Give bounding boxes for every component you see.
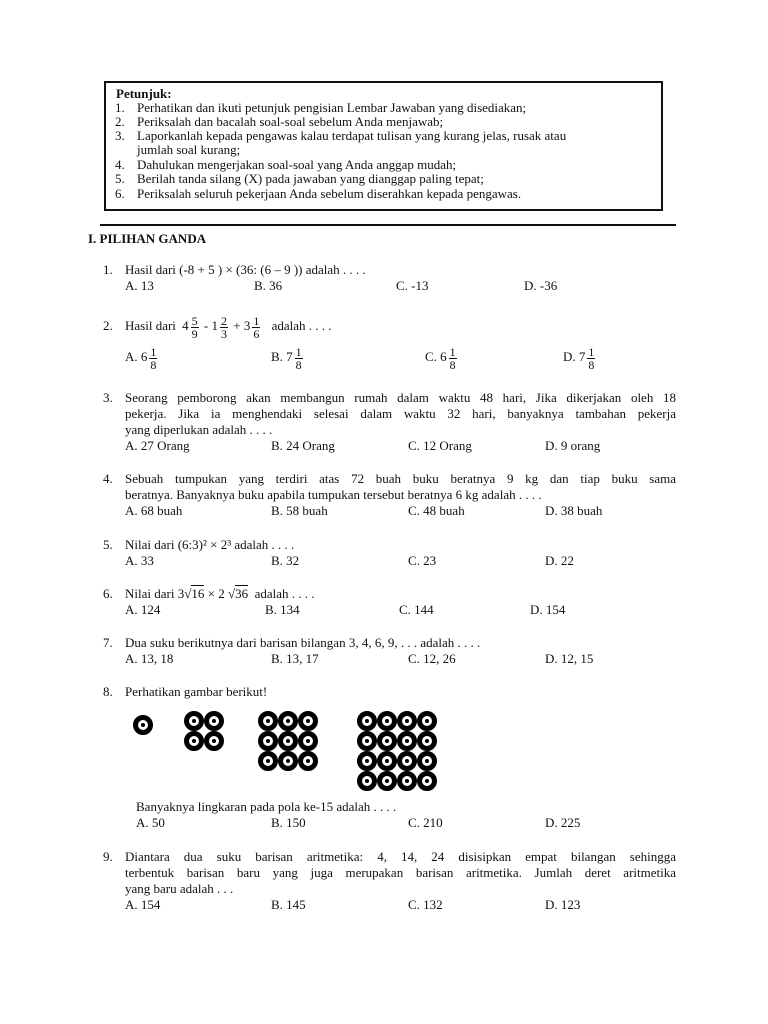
option-c[interactable]: C. 6 $\frac{1}{8}$	[425, 344, 456, 372]
option-d[interactable]: D. -36	[524, 278, 558, 293]
instruction-number: 4.	[115, 157, 125, 172]
question-text: Nilai dari (6:3)² × 2³ adalah . . . .	[125, 537, 295, 552]
pattern-circle	[298, 731, 318, 751]
option-a[interactable]: A. 6 $\frac{1}{8}$	[125, 344, 157, 372]
option-a[interactable]: A. 13, 18	[125, 651, 174, 666]
instruction-number: 3.	[115, 128, 125, 143]
question-number: 6.	[103, 586, 113, 601]
pattern-circle	[417, 711, 437, 731]
pattern-circle	[397, 711, 417, 731]
fraction: $\frac{1}{6}$	[253, 313, 260, 341]
pattern-circle	[278, 751, 298, 771]
option-d[interactable]: D. 38 buah	[545, 503, 603, 518]
question-text: yang diperlukan adalah . . . .	[125, 422, 273, 437]
pattern-circle	[417, 771, 437, 791]
question-text: terbentuk barisan baru yang juga merupakan barisan aritmetika. Jumlah deret aritmetika	[125, 865, 676, 880]
pattern-circle	[204, 711, 224, 731]
section-divider	[100, 224, 676, 226]
pattern-circle	[278, 731, 298, 751]
question-number: 4.	[103, 471, 113, 486]
question-text: beratnya. Banyaknya buku apabila tumpukan tersebut beratnya 6 kg adalah . . . .	[125, 487, 542, 502]
question-text: pekerja. Jika ia menghendaki selesai dalam waktu 32 hari, banyaknya tambahan pekerja	[125, 406, 676, 421]
option-c[interactable]: C. 12, 26	[408, 651, 456, 666]
pattern-circle	[133, 715, 153, 735]
question-text: Seorang pemborong akan membangun rumah dalam waktu 48 hari, Jika dikerjakan oleh 18	[125, 390, 676, 405]
option-c[interactable]: C. -13	[396, 278, 429, 293]
option-d[interactable]: D. 123	[545, 897, 581, 912]
option-c[interactable]: C. 210	[408, 815, 443, 830]
question-text: Hasil dari (-8 + 5 ) × (36: (6 – 9 )) adalah . . . .	[125, 262, 366, 277]
option-b[interactable]: B. 13, 17	[271, 651, 319, 666]
option-b[interactable]: B. 7 $\frac{1}{8}$	[271, 344, 302, 372]
pattern-circle	[258, 731, 278, 751]
instruction-number: 2.	[115, 114, 125, 129]
instruction-text: Perhatikan dan ikuti petunjuk pengisian Lembar Jawaban yang disediakan;	[137, 100, 527, 115]
fraction: $\frac{2}{3}$	[221, 313, 227, 341]
option-a[interactable]: A. 124	[125, 602, 161, 617]
option-c[interactable]: C. 48 buah	[408, 503, 465, 518]
instruction-number: 1.	[115, 100, 125, 115]
pattern-circle	[298, 751, 318, 771]
question-number: 3.	[103, 390, 113, 405]
operator: -	[203, 318, 209, 333]
question-number: 7.	[103, 635, 113, 650]
question-text: Diantara dua suku barisan aritmetika: 4, 14, 24 disisipkan empat bilangan sehingga	[125, 849, 676, 864]
pattern-circle	[278, 711, 298, 731]
question-number: 9.	[103, 849, 113, 864]
pattern-circle	[184, 711, 204, 731]
question-text	[125, 310, 332, 342]
pattern-circle	[357, 731, 377, 751]
question-text: Nilai dari 3√16 × 2 √36 adalah . . . .	[125, 586, 315, 601]
radicand: 16	[191, 586, 205, 601]
option-b[interactable]: B. 58 buah	[271, 503, 328, 518]
pattern-circle	[377, 751, 397, 771]
pattern-circle	[298, 711, 318, 731]
mixed-whole: 4	[182, 318, 189, 333]
question-text: Sebuah tumpukan yang terdiri atas 72 buah buku beratnya 9 kg dan tiap buku sama	[125, 471, 676, 486]
pattern-circle	[397, 751, 417, 771]
option-c[interactable]: C. 12 Orang	[408, 438, 472, 453]
question-prefix: Hasil dari	[125, 318, 176, 333]
option-d[interactable]: D. 154	[530, 602, 566, 617]
option-b[interactable]: B. 36	[254, 278, 283, 293]
question-number: 1.	[103, 262, 113, 277]
question-number: 2.	[103, 318, 113, 333]
pattern-circle	[377, 731, 397, 751]
option-a[interactable]: A. 68 buah	[125, 503, 183, 518]
pattern-circle	[357, 711, 377, 731]
pattern-circle	[357, 751, 377, 771]
option-a[interactable]: A. 27 Orang	[125, 438, 190, 453]
instruction-text: Periksalah seluruh pekerjaan Anda sebelum diserahkan kepada pengawas.	[137, 186, 522, 201]
question-prefix: Nilai dari 3	[125, 586, 185, 601]
option-a[interactable]: A. 33	[125, 553, 154, 568]
option-d[interactable]: D. 12, 15	[545, 651, 594, 666]
option-d[interactable]: D. 9 orang	[545, 438, 601, 453]
mixed-whole: 3	[243, 318, 251, 333]
pattern-circle	[417, 731, 437, 751]
option-d[interactable]: D. 7 $\frac{1}{8}$	[563, 344, 595, 372]
option-a[interactable]: A. 50	[136, 815, 165, 830]
option-c[interactable]: C. 23	[408, 553, 437, 568]
option-b[interactable]: B. 32	[271, 553, 300, 568]
fraction: $\frac{5}{9}$	[191, 313, 198, 341]
option-b[interactable]: B. 134	[265, 602, 300, 617]
pattern-circle	[417, 751, 437, 771]
pattern-circle	[204, 731, 224, 751]
instruction-text: Dahulukan mengerjakan soal-soal yang Anda anggap mudah;	[137, 157, 457, 172]
instruction-text: Laporkanlah kepada pengawas kalau terdapat tulisan yang kurang jelas, rusak atau	[137, 128, 567, 143]
instructions-heading: Petunjuk:	[116, 86, 172, 101]
option-d[interactable]: D. 225	[545, 815, 581, 830]
option-c[interactable]: C. 144	[399, 602, 434, 617]
mixed-whole: 1	[211, 318, 218, 333]
pattern-circle	[258, 751, 278, 771]
instruction-number: 5.	[115, 171, 125, 186]
question-caption: Banyaknya lingkaran pada pola ke-15 adalah . . . .	[136, 799, 397, 814]
question-text: Dua suku berikutnya dari barisan bilangan 3, 4, 6, 9, . . . adalah . . . .	[125, 635, 481, 650]
option-a[interactable]: A. 13	[125, 278, 154, 293]
question-text: yang baru adalah . . .	[125, 881, 234, 896]
question-number: 5.	[103, 537, 113, 552]
instruction-text: Periksalah dan bacalah soal-soal sebelum Anda menjawab;	[137, 114, 444, 129]
instruction-text: Berilah tanda silang (X) pada jawaban yang dianggap paling tepat;	[137, 171, 484, 186]
operator: × 2	[204, 586, 228, 601]
pattern-circle	[258, 711, 278, 731]
question-suffix: adalah . . . .	[248, 586, 315, 601]
option-b[interactable]: B. 145	[271, 897, 306, 912]
pattern-circle	[397, 731, 417, 751]
option-b[interactable]: B. 150	[271, 815, 306, 830]
option-a[interactable]: A. 154	[125, 897, 161, 912]
instruction-number: 6.	[115, 186, 125, 201]
pattern-circle	[397, 771, 417, 791]
option-d[interactable]: D. 22	[545, 553, 574, 568]
pattern-circle	[184, 731, 204, 751]
question-number: 8.	[103, 684, 113, 699]
operator: +	[233, 318, 241, 333]
pattern-circle	[377, 711, 397, 731]
radicand: 36	[235, 586, 249, 601]
pattern-circle	[377, 771, 397, 791]
question-text: Perhatikan gambar berikut!	[125, 684, 268, 699]
pattern-circle	[357, 771, 377, 791]
instruction-text-continued: jumlah soal kurang;	[137, 142, 241, 157]
question-suffix: adalah . . . .	[271, 318, 332, 333]
option-b[interactable]: B. 24 Orang	[271, 438, 335, 453]
section-title: I. PILIHAN GANDA	[88, 231, 207, 246]
option-c[interactable]: C. 132	[408, 897, 443, 912]
